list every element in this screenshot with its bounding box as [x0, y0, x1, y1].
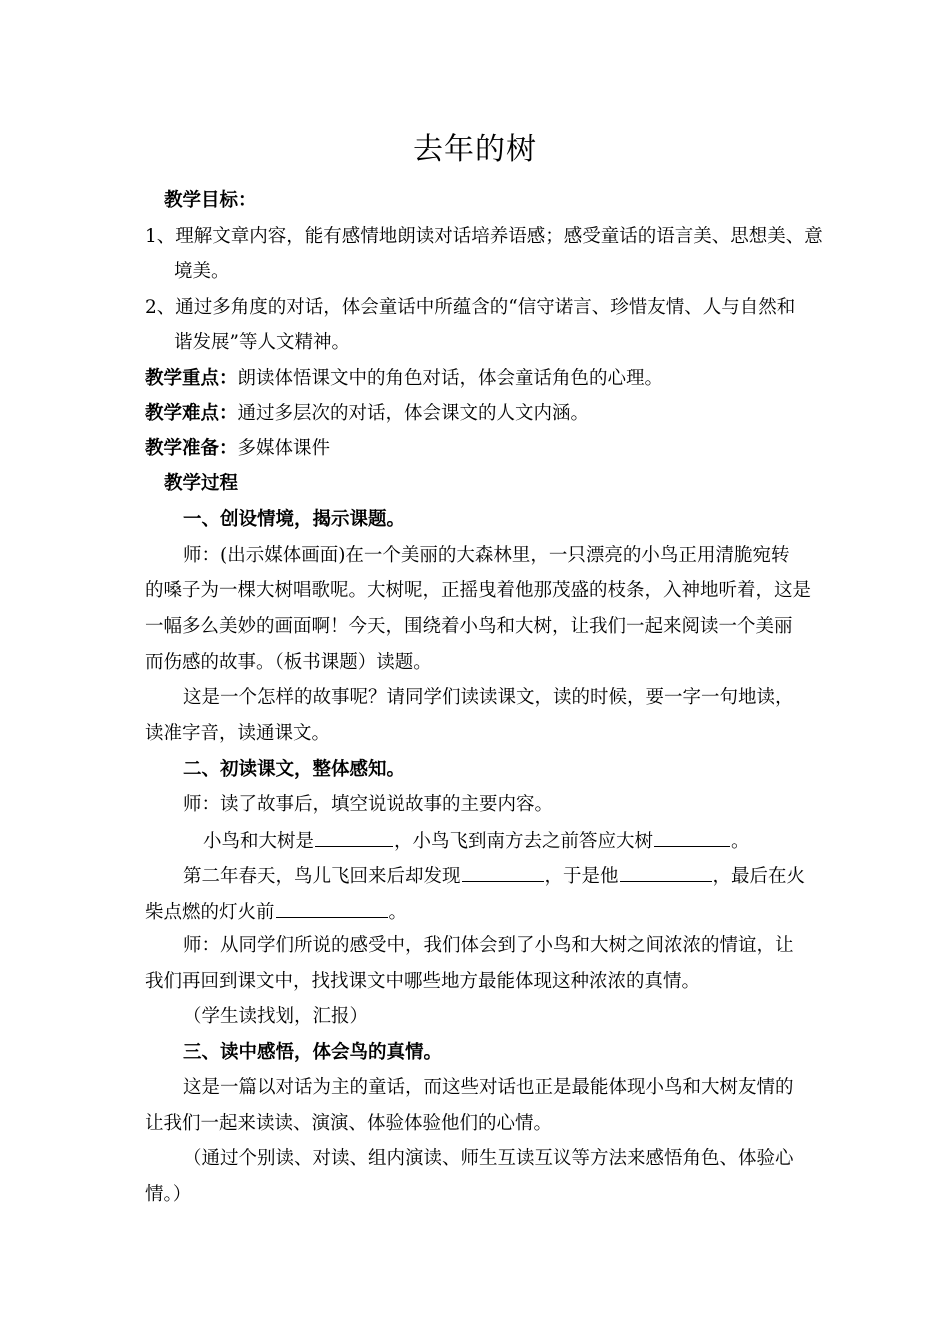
paragraph-4-line-1: 师：从同学们所说的感受中，我们体会到了小鸟和大树之间浓浓的情谊，让 — [183, 935, 794, 956]
fill-1-text-a: 小鸟和大树是 — [203, 831, 315, 852]
document-title: 去年的树 — [413, 132, 537, 167]
section-2-heading: 二、初读课文，整体感知。 — [183, 759, 406, 780]
fill-1-text-c: 。 — [731, 831, 750, 852]
blank-4 — [620, 863, 712, 882]
fill-2-text-a: 第二年春天，鸟儿飞回来后却发现 — [183, 866, 461, 887]
fill-blank-line-3 — [145, 899, 407, 925]
paragraph-1-line-1: 师：(出示媒体画面)在一个美丽的大森林里，一只漂亮的小鸟正用清脆宛转 — [183, 545, 790, 566]
fill-2-text-c: ，最后在火 — [712, 866, 806, 887]
fill-2-text-b: ，于是他 — [544, 866, 619, 887]
key-point-text: 朗读体悟课文中的角色对话，体会童话角色的心理。 — [237, 368, 664, 389]
paragraph-7-line-1: （通过个别读、对读、组内演读、师生互读互议等方法来感悟角色、体验心 — [183, 1148, 794, 1169]
section-1-heading: 一、创设情境，揭示课题。 — [183, 509, 406, 530]
paragraph-6-line-1: 这是一篇以对话为主的童话，而这些对话也正是最能体现小鸟和大树友情的 — [183, 1077, 794, 1098]
paragraph-3: 师：读了故事后，填空说说故事的主要内容。 — [183, 794, 554, 815]
blank-1 — [315, 828, 393, 847]
prep-text: 多媒体课件 — [237, 438, 331, 459]
paragraph-4-line-2: 我们再回到课文中，找找课文中哪些地方最能体现这种浓浓的真情。 — [145, 971, 701, 992]
fill-3-text-a: 柴点燃的灯火前 — [145, 902, 275, 923]
section-3-heading: 三、读中感悟，体会鸟的真情。 — [183, 1042, 443, 1063]
paragraph-5: （学生读找划，汇报） — [183, 1006, 369, 1027]
prep-label: 教学准备： — [145, 438, 238, 459]
paragraph-1-line-4: 而伤感的故事。（板书课题）读题。 — [145, 652, 432, 673]
objective-1-line-2: 境美。 — [174, 261, 230, 282]
paragraph-1-line-3: 一幅多么美妙的画面啊！今天，围绕着小鸟和大树，让我们一起来阅读一个美丽 — [145, 616, 793, 637]
objective-1-line-1: 1、理解文章内容，能有感情地朗读对话培养语感；感受童话的语言美、思想美、意 — [145, 226, 823, 247]
blank-2 — [654, 828, 730, 847]
paragraph-2-line-2: 读准字音，读通课文。 — [145, 723, 331, 744]
paragraph-6-line-2: 让我们一起来读读、演演、体验体验他们的心情。 — [145, 1113, 553, 1134]
key-point-label: 教学重点： — [145, 368, 238, 389]
blank-3 — [462, 863, 544, 882]
difficulty-label: 教学难点： — [145, 403, 238, 424]
paragraph-2-line-1: 这是一个怎样的故事呢？请同学们读读课文，读的时候，要一字一句地读， — [183, 687, 794, 708]
difficulty-row — [145, 402, 589, 426]
paragraph-1-line-2: 的嗓子为一棵大树唱歌呢。大树呢，正摇曳着他那茂盛的枝条，入神地听着，这是 — [145, 580, 812, 601]
fill-blank-line-1 — [203, 828, 750, 854]
objectives-heading: 教学目标： — [164, 190, 257, 211]
difficulty-text: 通过多层次的对话，体会课文的人文内涵。 — [237, 403, 590, 424]
key-point-row — [145, 367, 663, 391]
blank-5 — [276, 899, 388, 918]
paragraph-7-line-2: 情。） — [145, 1184, 192, 1205]
prep-row — [145, 437, 330, 461]
objective-2-line-1: 2、通过多角度的对话，体会童话中所蕴含的“信守诺言、珍惜友情、人与自然和 — [145, 297, 796, 318]
fill-3-text-b: 。 — [388, 902, 408, 923]
objective-2-line-2: 谐发展”等人文精神。 — [174, 332, 350, 353]
fill-1-text-b: ，小鸟飞到南方去之前答应大树 — [394, 831, 654, 852]
process-heading: 教学过程 — [164, 473, 239, 494]
fill-blank-line-2 — [183, 863, 805, 889]
